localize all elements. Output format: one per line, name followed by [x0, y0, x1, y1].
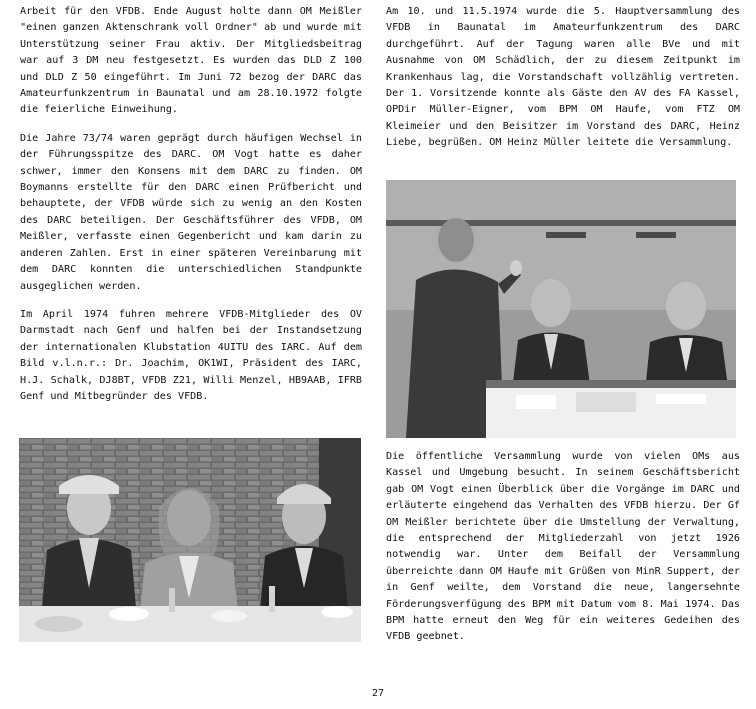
right-column-top — [386, 4, 740, 164]
left-column — [20, 4, 362, 417]
paragraph: Im April 1974 fuhren mehrere VFDB-Mitglieder des OV Darmstadt nach Genf und halfen bei der Instandsetzung der internationalen Klubstation 4UITU des IARC. Auf dem Bild v.l.n.r.: Dr. Joachim, OK1WI, Präsident des IARC, H.J. Schalk, DJ8BT, VFDB Z21, Willi Menzel, HB9AAB, IFRB Genf und Mitbegründer des VFDB. — [20, 308, 362, 402]
paragraph: Arbeit für den VFDB. Ende August holte dann OM Meißler "einen ganzen Aktenschrank voll Ordner" ab und wurde mit Unterstützung seiner Frau aktiv. Der Mitgliedsbeitrag war auf 3 DM neu festgesetzt. Es wurden das DLD Z 100 und DLD Z 50 eingeführt. Im Juni 72 bezog der DARC das Amateurfunkzentrum in Baunatal und am 28.10.1972 folgte die feierliche Einweihung. — [20, 6, 362, 116]
page-number: 27 — [371, 688, 385, 699]
paragraph: Die Jahre 73/74 waren geprägt durch häufigen Wechsel in der Führungsspitze des DARC. OM Vogt hatte es daher schwer, immer den Konsens mit dem DARC zu finden. OM Boymanns erstellte für den DARC einen Prüfbericht und behauptete, der VFDB würde sich zu wenig an den Kosten des DARC beteiligen. Der Geschäftsführer des VFDB, OM Meißler, verfasste einen Gegenbericht und kam darin zu anderen Zahlen. Erst in einer späteren Vereinbarung mit dem DARC konnten die unterschiedlichen Standpunkte ausgeglichen werden. — [20, 132, 362, 292]
right-column-bottom — [386, 449, 740, 658]
photo-three-men-at-table — [19, 438, 361, 642]
paragraph: Die öffentliche Versammlung wurde von vielen OMs aus Kassel und Umgebung besucht. In seinem Geschäftsbericht gab OM Vogt einen Überblick über die Vorgänge im DARC und erläuterte eingehend das Verhalten des VFDB hierzu. Der Gf OM Meißler berichtete über die Umstellung der Verwaltung, die entsprechend der Mitgliederzahl von jetzt 1926 notwendig war. Unter dem Beifall der Versammlung überreichte dann OM Haufe mit Grüßen von MinR Suppert, der in Genf weilte, dem Vorstand die neue, langersehnte Förderungsverfügung des BPM mit Datum vom 8. Mai 1974. Das BPM hatte erneut den Weg für ein weiteres Gedeihen des VFDB geebnet. — [386, 451, 740, 643]
paragraph: Am 10. und 11.5.1974 wurde die 5. Hauptversammlung des VFDB in Baunatal im Amateurfunkzentrum des DARC durchgeführt. Auf der Tagung waren alle BVe und mit Ausnahme von OM Schädlich, der zu diesem Zeitpunkt im Krankenhaus lag, die Vorstandschaft vollzählig vertreten. Der 1. Vorsitzende konnte als Gäste den AV des FA Kassel, OPDir Müller-Eigner, vom BPM OM Haufe, vom FTZ OM Kleimeier und den Beisitzer im Vorstand des DARC, Heinz Liebe, begrüßen. OM Heinz Müller leitete die Versammlung. — [386, 6, 740, 149]
photo-meeting-speaker — [386, 180, 736, 438]
